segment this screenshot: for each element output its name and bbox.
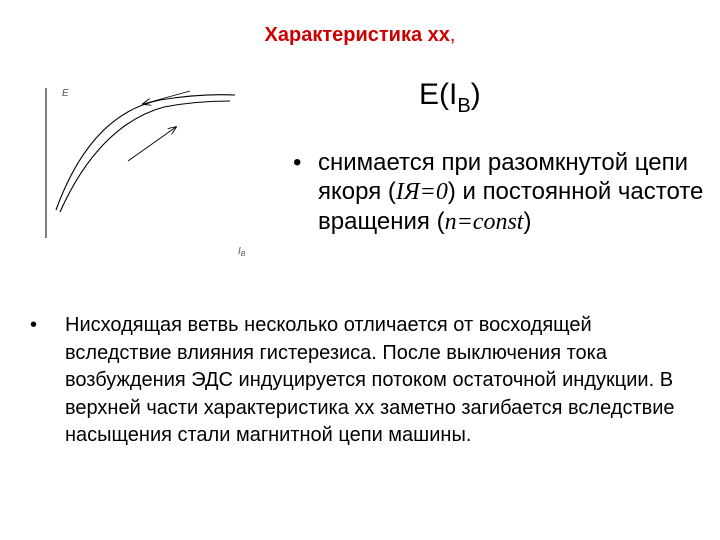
speed-condition: n=const [444, 209, 524, 235]
title-comma: , [449, 24, 456, 46]
slide-title [0, 24, 720, 47]
descending-branch-curve [56, 95, 235, 210]
paragraph-bullet-marker: • [30, 314, 38, 336]
ascending-branch-curve [60, 101, 230, 212]
formula-prefix: E(I [419, 78, 458, 111]
characteristic-graph [30, 74, 260, 274]
description-paragraph [30, 312, 690, 450]
formula-suffix: ) [470, 78, 481, 111]
paragraph-text: Нисходящая ветвь несколько отличается от восходящей вследствие влияния гистерезиса. После выключения тока возбуждения ЭДС индуцируется потоком остаточной индукции. В верхней части характеристика хх заметно загибается вследствие насыщения стали магнитной цепи машины. [65, 314, 675, 446]
bullet-marker: • [293, 149, 302, 176]
title-text: Характеристика хх [264, 24, 450, 46]
ascending-arrow [128, 127, 176, 161]
formula-sub: B [457, 95, 471, 117]
condition-bullet [293, 148, 713, 237]
y-axis-label: E [62, 88, 69, 99]
condition-text: снимается при разомкнутой цепи якоря (IЯ=0) и постоянной частоте вращения (n=const) [318, 149, 704, 235]
x-axis-label: $I_B$ [238, 246, 246, 258]
descending-arrow [143, 91, 190, 104]
armature-current-condition: IЯ=0 [395, 179, 448, 205]
formula-label [419, 78, 481, 118]
